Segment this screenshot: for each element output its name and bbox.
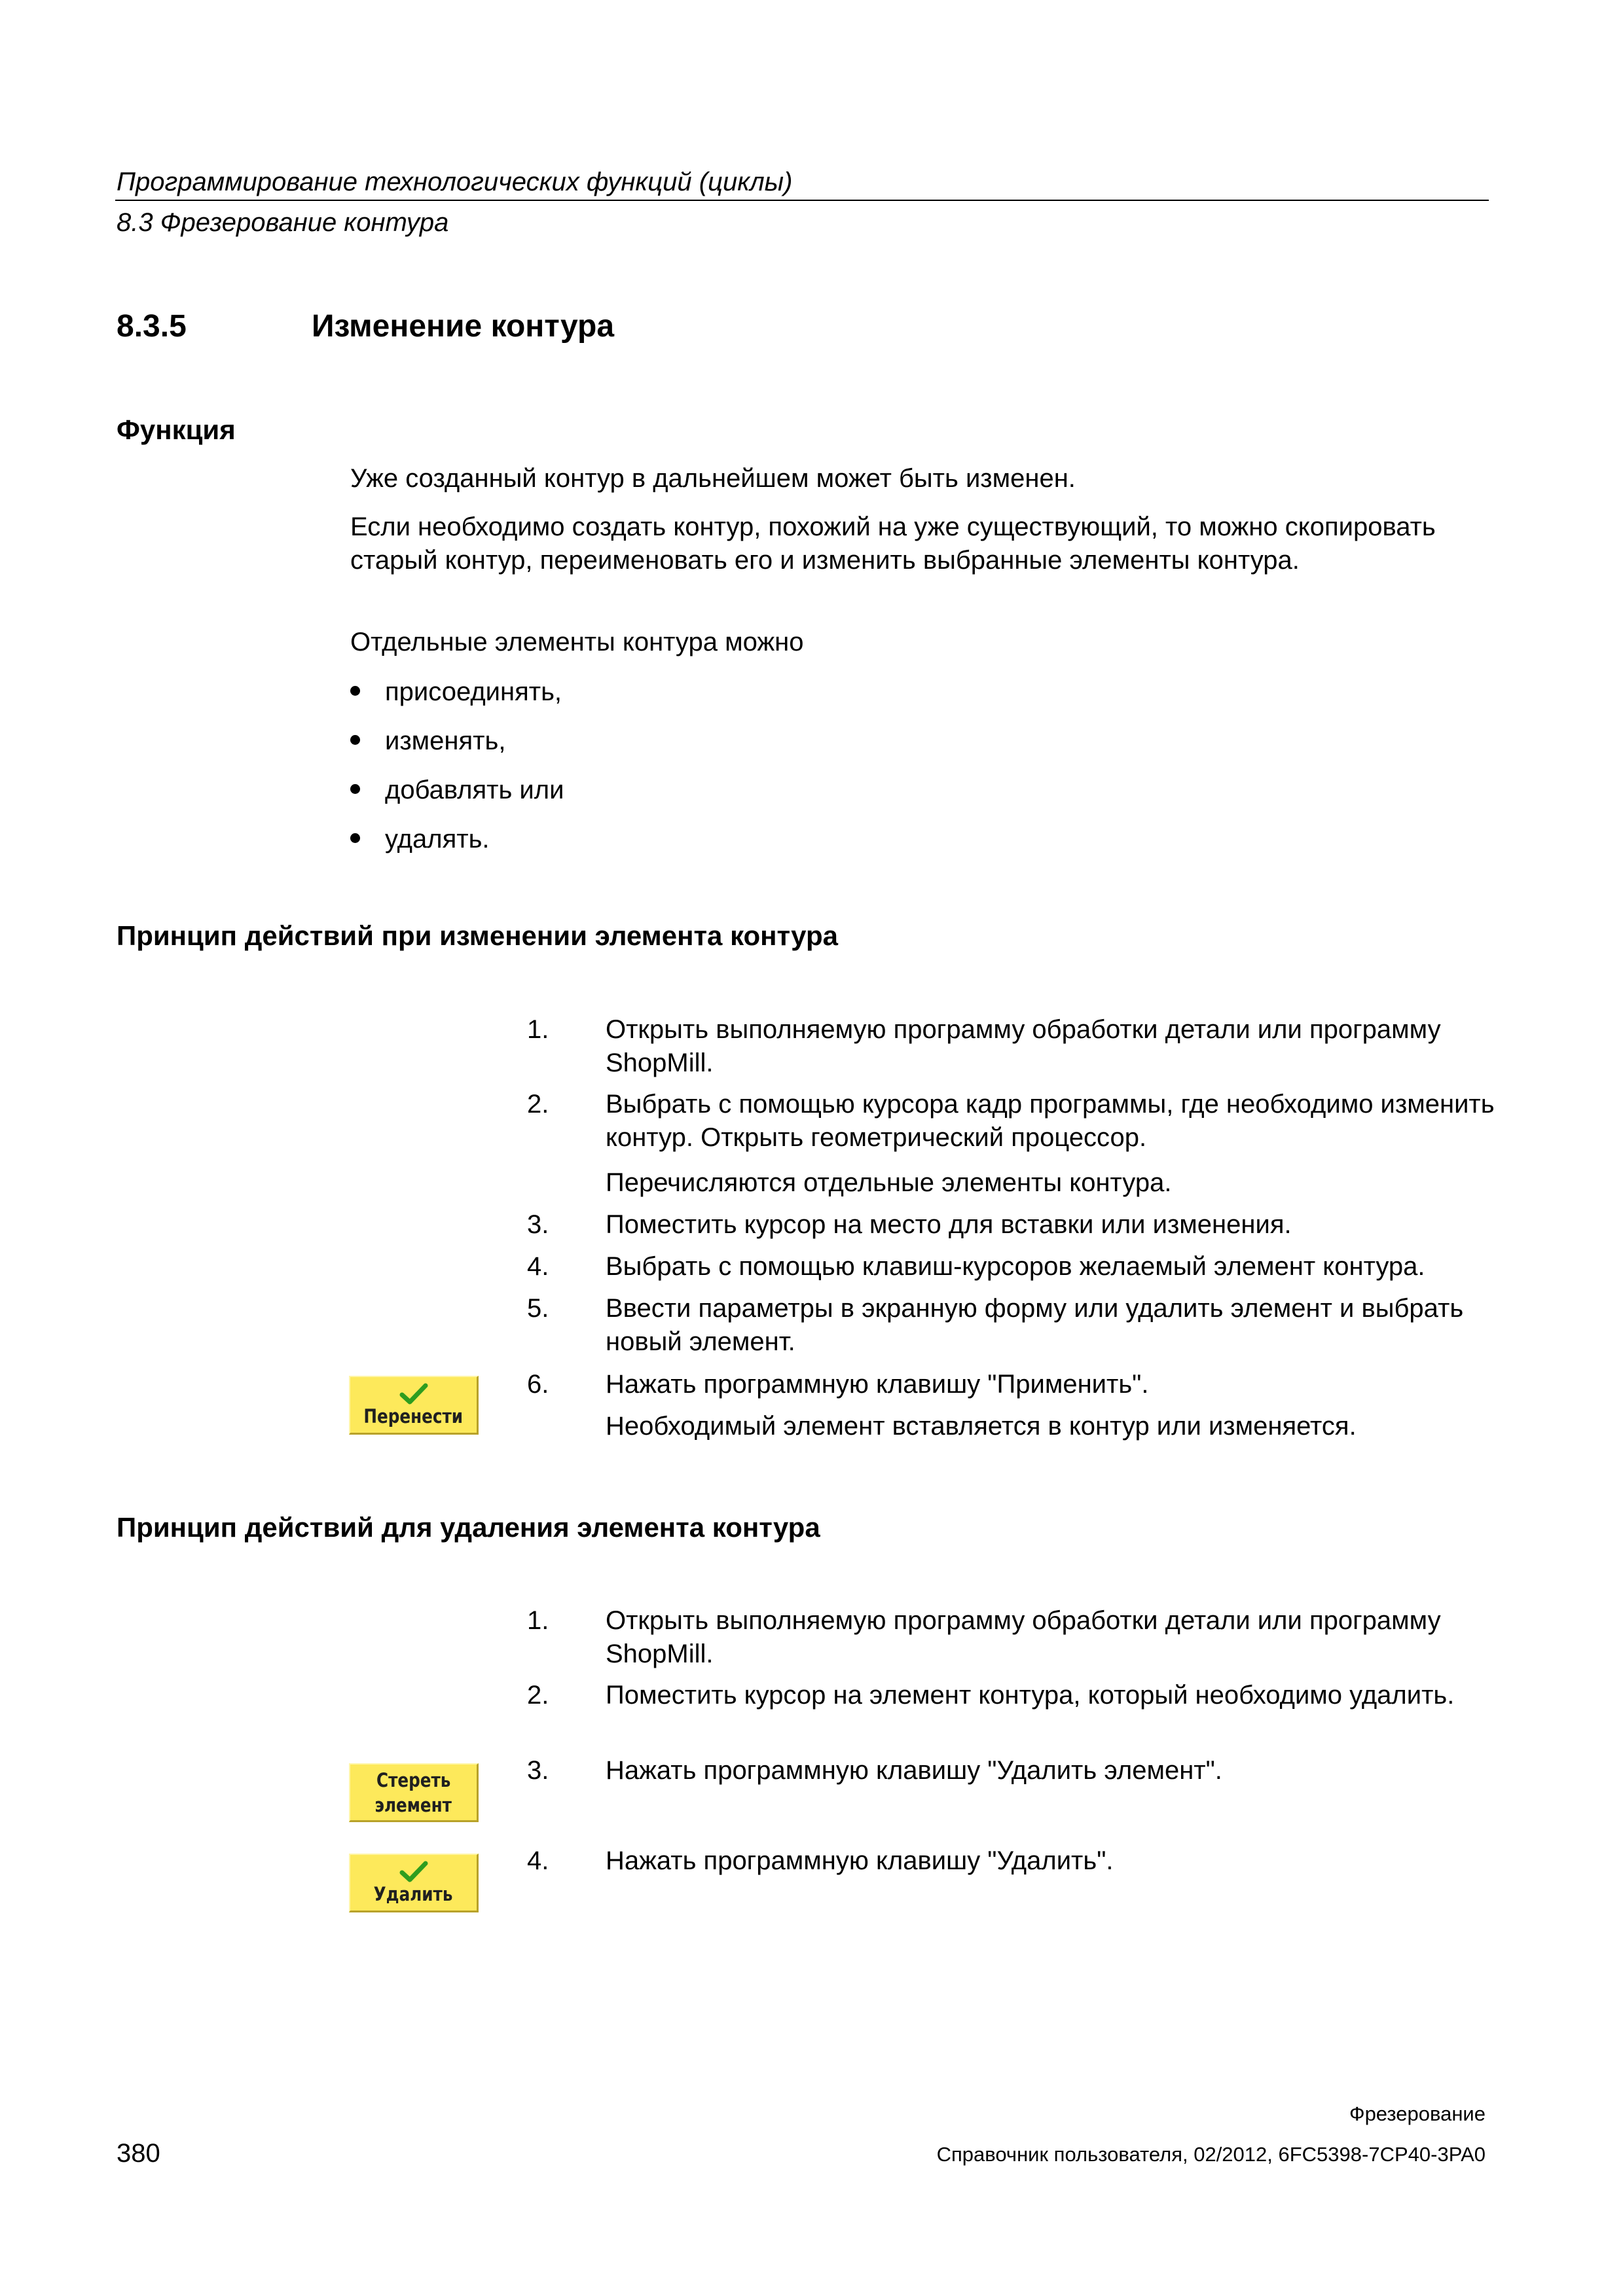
- step-text: Выбрать с помощью клавиш-курсоров желаемый элемент контура.: [606, 1252, 1425, 1281]
- bullet-item: [350, 675, 562, 709]
- step-number: 3.: [527, 1210, 549, 1239]
- footer-reference: Справочник пользователя, 02/2012, 6FC5398-7CP40-3PA0: [936, 2143, 1486, 2166]
- bullet-dot-icon: [350, 686, 360, 696]
- softkey-transfer-button[interactable]: [349, 1376, 479, 1435]
- softkey-erase-element-button[interactable]: [349, 1763, 479, 1822]
- step-number: 1.: [527, 1606, 549, 1635]
- softkey-label: Удалить: [374, 1882, 453, 1905]
- softkey-label-line2: элемент: [374, 1793, 452, 1816]
- function-paragraph-2: Если необходимо создать контур, похожий на уже существующий, то можно скопировать старый контур, переименовать его и изменить выбранные элементы контура.: [350, 512, 1436, 575]
- step-note: Перечисляются отдельные элементы контура.: [606, 1168, 1172, 1197]
- step-number: 5.: [527, 1294, 549, 1323]
- softkey-label: Перенести: [363, 1405, 464, 1427]
- bullet-text: добавлять или: [385, 776, 564, 804]
- step-note: Необходимый элемент вставляется в контур или изменяется.: [606, 1412, 1357, 1441]
- step-number: 6.: [527, 1370, 549, 1399]
- running-header-chapter: Программирование технологических функций (циклы): [117, 168, 793, 196]
- step-text: Ввести параметры в экранную форму или удалить элемент и выбрать новый элемент.: [606, 1294, 1464, 1356]
- bullet-text: изменять,: [385, 726, 506, 755]
- step-text: Поместить курсор на место для вставки или изменения.: [606, 1210, 1292, 1239]
- function-paragraph-3: Отдельные элементы контура можно: [350, 628, 804, 656]
- function-paragraph-1: Уже созданный контур в дальнейшем может быть изменен.: [350, 464, 1076, 493]
- step-text: Открыть выполняемую программу обработки детали или программу ShopMill.: [606, 1606, 1441, 1668]
- step-text: Нажать программную клавишу "Применить".: [606, 1370, 1149, 1399]
- step-number: 4.: [527, 1846, 549, 1875]
- header-rule: [115, 200, 1489, 201]
- step-text: Выбрать с помощью курсора кадр программы, где необходимо изменить контур. Открыть геометрический процессор.: [606, 1090, 1495, 1152]
- step-text: Нажать программную клавишу "Удалить".: [606, 1846, 1114, 1875]
- step-text: Нажать программную клавишу "Удалить элемент".: [606, 1756, 1222, 1785]
- page-number: 380: [117, 2139, 160, 2168]
- section-number: 8.3.5: [117, 309, 187, 344]
- step-number: 1.: [527, 1015, 549, 1044]
- step-number: 4.: [527, 1252, 549, 1281]
- check-icon: [399, 1383, 428, 1405]
- bullet-item: [350, 823, 490, 856]
- step-number: 2.: [527, 1090, 549, 1119]
- bullet-item: [350, 774, 564, 807]
- bullet-text: присоединять,: [385, 677, 562, 706]
- bullet-dot-icon: [350, 784, 360, 794]
- step-number: 2.: [527, 1681, 549, 1710]
- section-title: Изменение контура: [312, 309, 615, 344]
- delete-heading: Принцип действий для удаления элемента контура: [117, 1512, 820, 1543]
- change-heading: Принцип действий при изменении элемента контура: [117, 920, 838, 951]
- bullet-dot-icon: [350, 833, 360, 843]
- running-header-section: 8.3 Фрезерование контура: [117, 208, 449, 237]
- bullet-dot-icon: [350, 735, 360, 745]
- check-icon: [399, 1861, 428, 1883]
- softkey-delete-button[interactable]: [349, 1854, 479, 1912]
- step-number: 3.: [527, 1756, 549, 1785]
- softkey-label-line1: Стереть: [376, 1768, 451, 1791]
- function-heading: Функция: [117, 414, 236, 445]
- bullet-item: [350, 725, 505, 758]
- bullet-text: удалять.: [385, 825, 490, 853]
- step-text: Поместить курсор на элемент контура, который необходимо удалить.: [606, 1681, 1455, 1710]
- step-text: Открыть выполняемую программу обработки детали или программу ShopMill.: [606, 1015, 1441, 1077]
- footer-manual-title: Фрезерование: [1349, 2102, 1486, 2125]
